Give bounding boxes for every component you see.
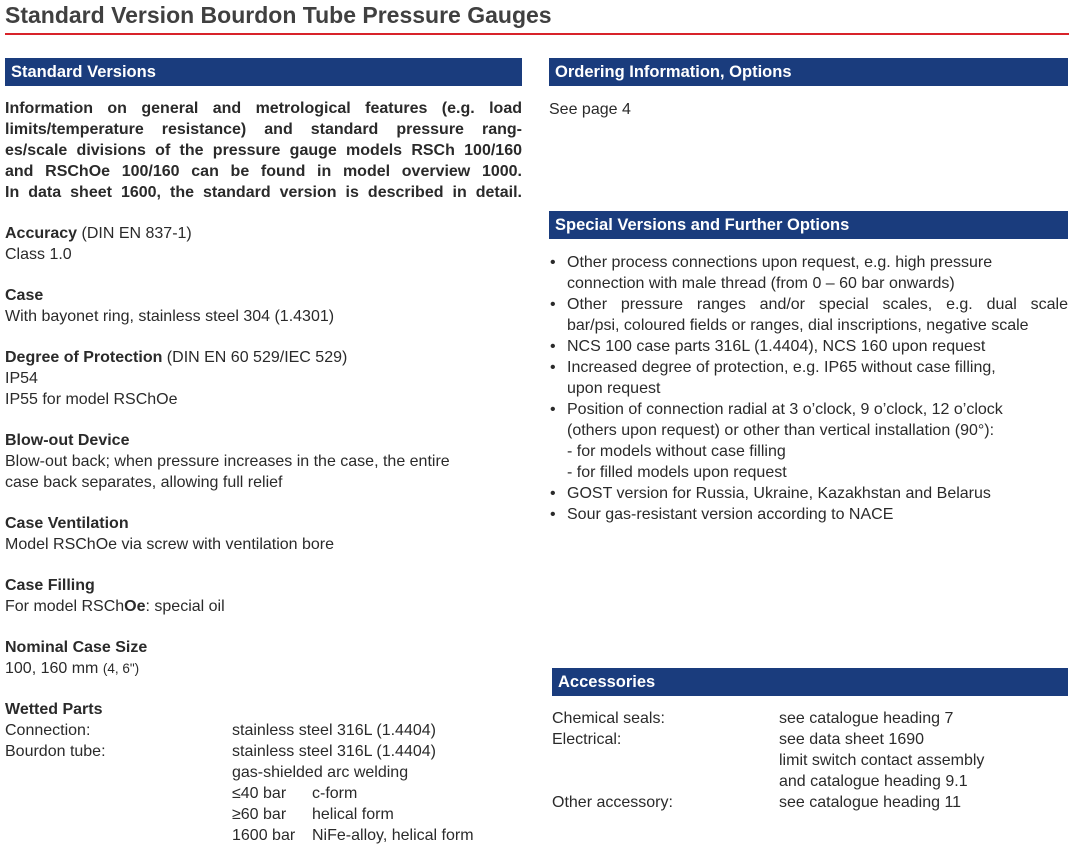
size-section (5, 637, 522, 679)
size-mm: 100, 160 mm (5, 660, 103, 677)
accessories-table (552, 708, 1068, 813)
ordering-text: See page 4 (549, 101, 631, 118)
title-rule (5, 33, 1069, 35)
accessory-value (779, 792, 1068, 813)
intro-paragraph (5, 98, 522, 203)
protection-value: IP54 (5, 370, 38, 387)
ordering-header: Ordering Information, Options (549, 58, 1068, 86)
accessory-label: Electrical: (552, 731, 622, 748)
accessory-label: Chemical seals: (552, 710, 665, 727)
case-section (5, 285, 522, 327)
list-item (549, 294, 1068, 336)
filling-suffix: : special oil (145, 598, 225, 615)
accessories-section (552, 668, 1068, 813)
intro-line: In data sheet 1600, the standard version is described in detail. (5, 184, 522, 201)
tube-form-type: c-form (312, 785, 358, 802)
list-item-line: (others upon request) or other than vertical installation (90°): (567, 422, 995, 439)
list-item-line: • Increased degree of protection, e.g. IP65 without case filling, (567, 359, 996, 376)
ventilation-section (5, 513, 522, 555)
list-item-line: - for models without case filling (567, 443, 786, 460)
accessory-value-line: and catalogue heading 9.1 (779, 773, 968, 790)
list-item (549, 504, 1068, 525)
case-title: Case (5, 287, 44, 304)
tube-form-range: 1600 bar (232, 827, 296, 844)
tube-label: Bourdon tube: (5, 743, 106, 760)
list-item (549, 252, 1068, 294)
accessories-header: Accessories (552, 668, 1068, 696)
size-inches: (4, 6") (102, 661, 140, 676)
filling-title: Case Filling (5, 577, 95, 594)
list-item-line: connection with male thread (from 0 – 60 bar onwards) (567, 275, 955, 292)
tube-note: gas-shielded arc welding (232, 764, 409, 781)
list-item-line: • GOST version for Russia, Ukraine, Kazakhstan and Belarus (567, 485, 991, 502)
blowout-section (5, 430, 522, 493)
wetted-table (5, 720, 522, 846)
accessory-value-line: limit switch contact assembly (779, 752, 985, 769)
protection-section (5, 347, 522, 410)
list-item-line: upon request (567, 380, 661, 397)
wetted-title: Wetted Parts (5, 701, 103, 718)
size-title: Nominal Case Size (5, 639, 148, 656)
connection-label: Connection: (5, 722, 91, 739)
protection-standard: (DIN EN 60 529/IEC 529) (162, 349, 348, 366)
list-item-line: • Sour gas-resistant version according to NACE (567, 506, 894, 523)
case-value: With bayonet ring, stainless steel 304 (1.4301) (5, 308, 335, 325)
filling-section (5, 575, 522, 617)
intro-line: limits/temperature resistance) and standard pressure rang- (5, 121, 522, 138)
ventilation-value: Model RSChOe via screw with ventilation bore (5, 536, 335, 553)
list-item-line: bar/psi, coloured fields or ranges, dial inscriptions, negative scale (567, 317, 1029, 334)
connection-value: stainless steel 316L (1.4404) (232, 722, 436, 739)
tube-form-range: ≤40 bar (232, 785, 287, 802)
accuracy-value: Class 1.0 (5, 246, 72, 263)
tube-form-type: helical form (312, 806, 394, 823)
ordering-section (549, 58, 1068, 120)
accessory-value-line: see catalogue heading 11 (779, 794, 962, 811)
special-versions-header: Special Versions and Further Options (549, 211, 1068, 239)
intro-line: Information on general and metrological features (e.g. load (5, 100, 522, 117)
special-versions-list (549, 252, 1068, 525)
list-item-line: • Position of connection radial at 3 o’clock, 9 o’clock, 12 o’clock (567, 401, 1003, 418)
wetted-section (5, 699, 522, 846)
list-item (549, 483, 1068, 504)
list-item-line: • NCS 100 case parts 316L (1.4404), NCS 160 upon request (567, 338, 986, 355)
list-item (549, 399, 1068, 483)
standard-versions-header: Standard Versions (5, 58, 522, 86)
list-item-line: • Other process connections upon request, e.g. high pressure (567, 254, 993, 271)
accessory-label: Other accessory: (552, 794, 673, 811)
special-versions-section (549, 211, 1068, 525)
intro-line: es/scale divisions of the pressure gauge models RSCh 100/160 (5, 142, 522, 159)
standard-versions-column (5, 58, 522, 846)
list-item (549, 336, 1068, 357)
blowout-line: case back separates, allowing full relief (5, 474, 283, 491)
page-title: Standard Version Bourdon Tube Pressure Gauges (5, 2, 552, 28)
ventilation-title: Case Ventilation (5, 515, 129, 532)
tube-form-type: NiFe-alloy, helical form (312, 827, 474, 844)
protection-value: IP55 for model RSChOe (5, 391, 178, 408)
filling-model-suffix: Oe (124, 598, 146, 615)
accuracy-title: Accuracy (5, 225, 78, 242)
accessory-value (779, 708, 1068, 729)
accessory-value-line: see data sheet 1690 (779, 731, 925, 748)
blowout-title: Blow-out Device (5, 432, 130, 449)
size-value (5, 658, 522, 679)
tube-form-row (232, 783, 522, 804)
filling-value (5, 596, 522, 617)
accessory-value (779, 729, 1068, 792)
tube-value: stainless steel 316L (1.4404) (232, 743, 436, 760)
blowout-line: Blow-out back; when pressure increases in the case, the entire (5, 453, 450, 470)
accuracy-standard: (DIN EN 837-1) (77, 225, 192, 242)
tube-form-row (232, 804, 522, 825)
filling-prefix: For model RSCh (5, 598, 125, 615)
intro-line: and RSChOe 100/160 can be found in model overview 1000. (5, 163, 522, 180)
tube-details (232, 741, 522, 846)
list-item (549, 357, 1068, 399)
list-item-line: • Other pressure ranges and/or special scales, e.g. dual scale (567, 296, 1068, 313)
accuracy-section (5, 223, 522, 265)
list-item-line: - for filled models upon request (567, 464, 787, 481)
accessory-value-line: see catalogue heading 7 (779, 710, 954, 727)
tube-form-range: ≥60 bar (232, 806, 287, 823)
protection-title: Degree of Protection (5, 349, 163, 366)
